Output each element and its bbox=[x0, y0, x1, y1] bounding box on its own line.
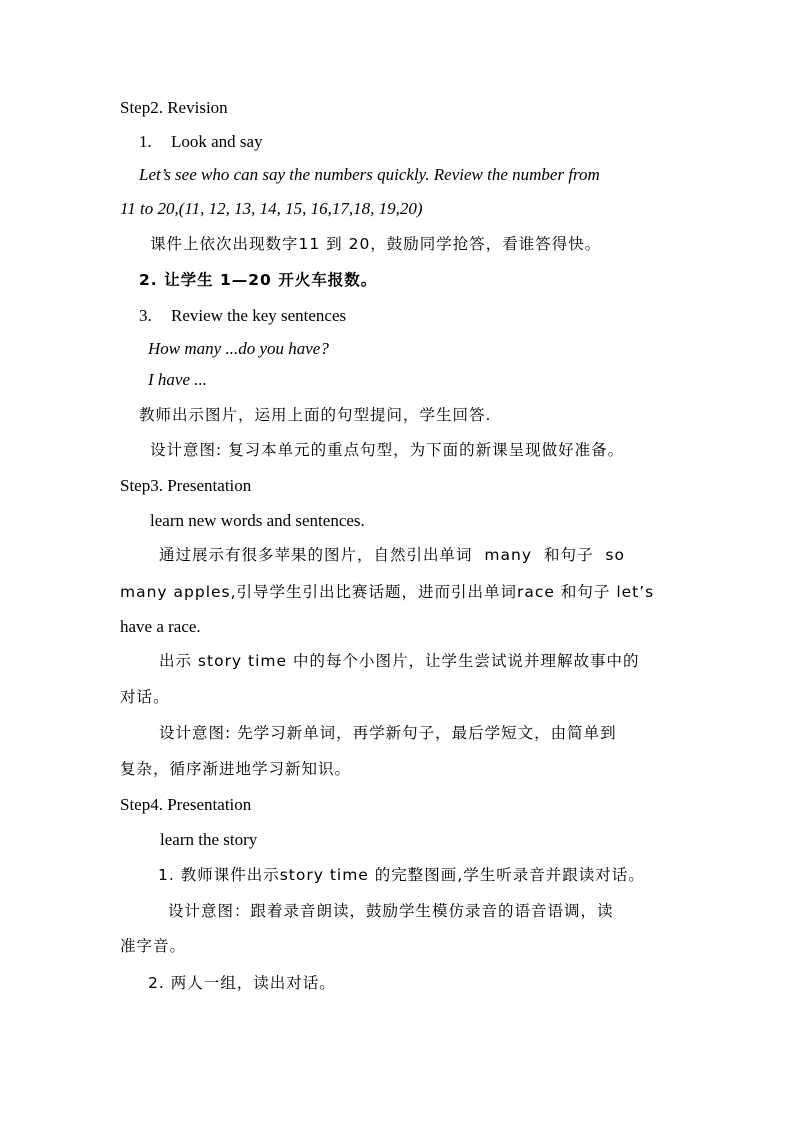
step3-paragraph3-line1: 设计意图: 先学习新单词，再学新句子，最后学短文，由简单到 bbox=[159, 724, 617, 742]
step3-paragraph3-line2: 复杂，循序渐进地学习新知识。 bbox=[120, 760, 352, 778]
step3-subheading: learn new words and sentences. bbox=[150, 511, 365, 530]
step2-line-e: 设计意图: 复习本单元的重点句型，为下面的新课呈现做好准备。 bbox=[150, 441, 625, 459]
step2-item1-number: 1. bbox=[139, 132, 152, 151]
step3-paragraph1-line3: have a race. bbox=[120, 617, 201, 636]
step2-item1-title: Look and say bbox=[171, 132, 263, 151]
step2-line-b: 11 to 20,(11, 12, 13, 14, 15, 16,17,18, 19,20) bbox=[120, 199, 423, 218]
step4-item2: 2. 两人一组，读出对话。 bbox=[148, 974, 336, 992]
step2-item3-number: 3. bbox=[139, 306, 152, 325]
step4-paragraph1-line1: 设计意图：跟着录音朗读，鼓励学生模仿录音的语音语调，读 bbox=[168, 902, 614, 920]
step3-heading: Step3. Presentation bbox=[120, 476, 252, 495]
step4-paragraph1-line2: 准字音。 bbox=[120, 937, 187, 955]
step2-line-a: Let’s see who can say the numbers quickly. Review the number from bbox=[139, 165, 600, 184]
step3-paragraph1-line1: 通过展示有很多苹果的图片，自然引出单词 many 和句子 so bbox=[159, 546, 625, 564]
step2-heading: Step2. Revision bbox=[120, 98, 228, 117]
step2-item3-title: Review the key sentences bbox=[171, 306, 347, 325]
step3-paragraph2-line2: 对话。 bbox=[120, 688, 170, 706]
step3-paragraph2-line1: 出示 story time 中的每个小图片，让学生尝试说并理解故事中的 bbox=[159, 652, 640, 670]
step4-subheading: learn the story bbox=[160, 830, 258, 849]
step2-question-1: How many ...do you have? bbox=[148, 339, 329, 358]
step4-heading: Step4. Presentation bbox=[120, 795, 252, 814]
step2-line-c: 课件上依次出现数字11 到 20，鼓励同学抢答，看谁答得快。 bbox=[150, 235, 602, 253]
step2-question-2: I have ... bbox=[148, 370, 208, 389]
step4-item1: 1. 教师课件出示story time 的完整图画,学生听录音并跟读对话。 bbox=[158, 866, 645, 884]
step3-paragraph1-line2: many apples,引导学生引出比赛话题，进而引出单词race 和句子 let’s bbox=[120, 583, 655, 601]
step2-line-d: 教师出示图片，运用上面的句型提问，学生回答. bbox=[139, 406, 492, 424]
step2-item2: 2. 让学生 1—20 开火车报数。 bbox=[139, 271, 378, 289]
